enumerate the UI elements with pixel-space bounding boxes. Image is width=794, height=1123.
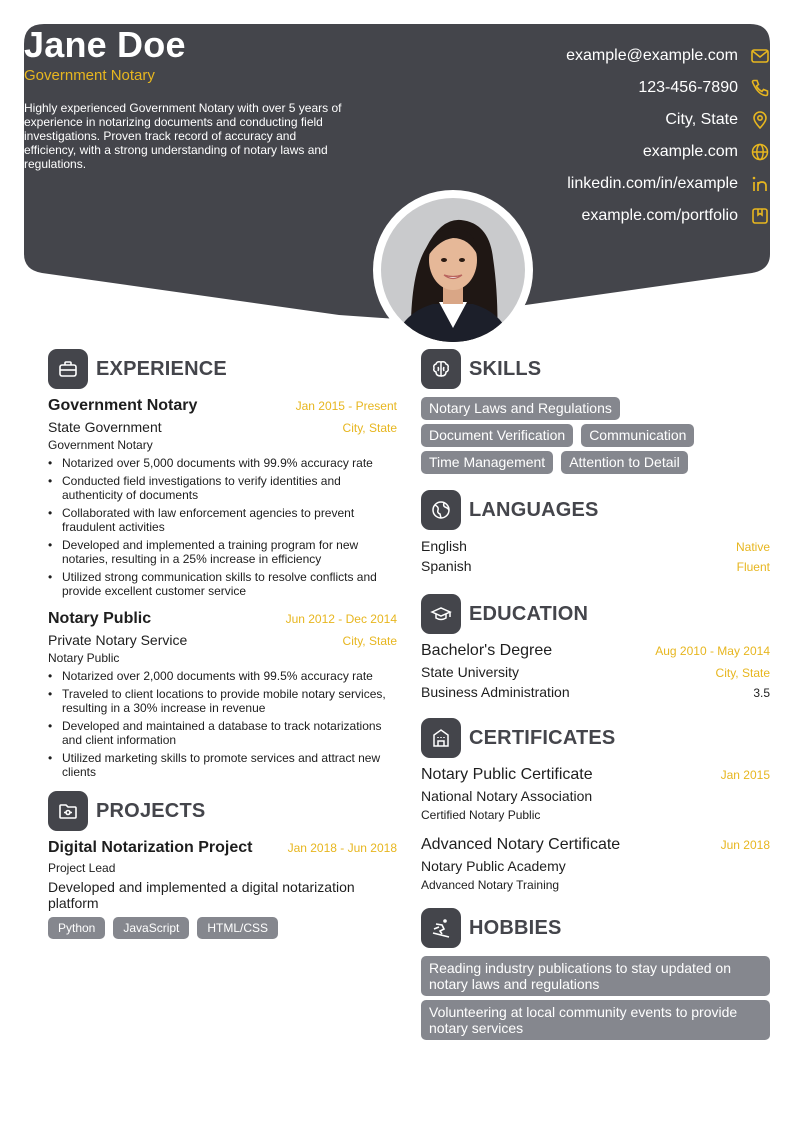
job-title: Notary Public xyxy=(48,610,152,627)
school-location: City, State xyxy=(715,666,770,680)
candidate-role: Government Notary xyxy=(24,67,155,84)
language-level: Native xyxy=(735,540,770,554)
globe-language-icon xyxy=(421,490,461,530)
education-dates: Aug 2010 - May 2014 xyxy=(655,644,770,658)
skills-title: SKILLS xyxy=(469,357,542,380)
language-row xyxy=(421,538,770,558)
job-position: Government Notary xyxy=(48,438,153,452)
job-bullets xyxy=(48,456,397,598)
certificate-date: Jan 2015 xyxy=(720,768,770,782)
experience-entry xyxy=(48,610,397,779)
certificate-entry xyxy=(421,766,770,822)
job-bullets xyxy=(48,669,397,779)
certificates-section-header xyxy=(421,718,770,758)
graduation-cap-icon xyxy=(421,594,461,634)
education-title: EDUCATION xyxy=(469,602,589,625)
languages-section-header xyxy=(421,490,770,530)
field-of-study: Business Administration xyxy=(421,684,570,700)
skill-tag: Document Verification xyxy=(421,424,573,447)
bullet-item: • Utilized strong communication skills to resolve conflicts and provide excellent customer service xyxy=(48,570,397,598)
gpa: 3.5 xyxy=(753,686,770,700)
education-entry xyxy=(421,642,770,700)
contact-location xyxy=(450,104,770,136)
project-entry xyxy=(48,839,397,939)
certificate-detail: Advanced Notary Training xyxy=(421,878,560,892)
linkedin-icon xyxy=(750,174,770,194)
project-dates: Jan 2018 - Jun 2018 xyxy=(287,841,397,855)
contact-email-text[interactable]: example@example.com xyxy=(566,47,738,64)
certificate-detail: Certified Notary Public xyxy=(421,808,541,822)
contact-linkedin-text[interactable]: linkedin.com/in/example xyxy=(567,175,738,192)
certificate-issuer: National Notary Association xyxy=(421,788,593,804)
certificate-date: Jun 2018 xyxy=(720,838,770,852)
job-company: Private Notary Service xyxy=(48,632,188,648)
certificate-issuer: Notary Public Academy xyxy=(421,858,566,874)
building-icon xyxy=(421,718,461,758)
project-description: Developed and implemented a digital notarization platform xyxy=(48,879,355,911)
language-row xyxy=(421,558,770,578)
hobbies-list xyxy=(421,956,770,1040)
bullet-item: • Notarized over 5,000 documents with 99.9% accuracy rate xyxy=(48,456,397,470)
project-tag: JavaScript xyxy=(113,917,189,939)
certificate-title: Notary Public Certificate xyxy=(421,766,593,783)
project-tag: Python xyxy=(48,917,105,939)
projects-title: PROJECTS xyxy=(96,799,206,822)
skills-section-header xyxy=(421,349,770,389)
globe-icon xyxy=(750,142,770,162)
language-name: English xyxy=(421,538,467,554)
folder-icon xyxy=(48,791,88,831)
project-title: Digital Notarization Project xyxy=(48,839,253,856)
brain-icon xyxy=(421,349,461,389)
experience-entry xyxy=(48,397,397,598)
contact-website-text[interactable]: example.com xyxy=(642,143,738,160)
job-dates: Jun 2012 - Dec 2014 xyxy=(285,612,397,626)
briefcase-icon xyxy=(48,349,88,389)
contact-phone-text[interactable]: 123-456-7890 xyxy=(638,79,738,96)
bullet-item: • Notarized over 2,000 documents with 99.5% accuracy rate xyxy=(48,669,397,683)
projects-section-header xyxy=(48,791,397,831)
skill-tag: Time Management xyxy=(421,451,553,474)
bullet-item: • Collaborated with law enforcement agencies to prevent fraudulent activities xyxy=(48,506,397,534)
skill-tag: Communication xyxy=(581,424,694,447)
phone-icon xyxy=(750,78,770,98)
portrait-illustration xyxy=(381,198,525,342)
hobby-item: Volunteering at local community events to provide notary services xyxy=(421,1000,770,1040)
languages-title: LANGUAGES xyxy=(469,498,599,521)
hobbies-title: HOBBIES xyxy=(469,916,562,939)
school: State University xyxy=(421,664,520,680)
hobby-item: Reading industry publications to stay updated on notary laws and regulations xyxy=(421,956,770,996)
language-level: Fluent xyxy=(736,560,770,574)
contact-email[interactable] xyxy=(450,40,770,72)
skills-list xyxy=(421,397,770,474)
contact-phone[interactable] xyxy=(450,72,770,104)
right-column xyxy=(421,349,770,1044)
bullet-item: • Developed and implemented a training program for new notaries, resulting in a 25% increase in efficiency xyxy=(48,538,397,566)
project-tags xyxy=(48,917,397,939)
bullet-item: • Traveled to client locations to provide mobile notary services, resulting in a 30% increase in revenue xyxy=(48,687,397,715)
portfolio-icon xyxy=(750,206,770,226)
skill-tag: Attention to Detail xyxy=(561,451,688,474)
certificates-title: CERTIFICATES xyxy=(469,726,616,749)
contact-location-text: City, State xyxy=(665,111,738,128)
project-role: Project Lead xyxy=(48,861,116,875)
certificate-entry xyxy=(421,836,770,892)
job-position: Notary Public xyxy=(48,651,120,665)
job-dates: Jan 2015 - Present xyxy=(295,399,397,413)
bullet-item: • Developed and maintained a database to track notarizations and client information xyxy=(48,719,397,747)
mail-icon xyxy=(750,46,770,66)
job-title: Government Notary xyxy=(48,397,198,414)
bullet-item: • Utilized marketing skills to promote services and attract new clients xyxy=(48,751,397,779)
project-tag: HTML/CSS xyxy=(197,917,278,939)
skill-tag: Notary Laws and Regulations xyxy=(421,397,620,420)
contact-linkedin[interactable] xyxy=(450,168,770,200)
degree: Bachelor's Degree xyxy=(421,642,553,659)
certificate-title: Advanced Notary Certificate xyxy=(421,836,621,853)
languages-list xyxy=(421,538,770,578)
job-company: State Government xyxy=(48,419,162,435)
summary-text: Highly experienced Government Notary with over 5 years of experience in notarizing documents and conducting field investigations. Proven track record of accuracy and efficiency, with a strong understanding of notary laws and regulations. xyxy=(24,101,342,171)
profile-photo xyxy=(373,190,533,350)
language-name: Spanish xyxy=(421,558,472,574)
bullet-item: • Conducted field investigations to verify identities and authenticity of documents xyxy=(48,474,397,502)
candidate-name: Jane Doe xyxy=(24,24,186,65)
experience-title: EXPERIENCE xyxy=(96,357,227,380)
experience-section-header xyxy=(48,349,397,389)
job-location: City, State xyxy=(342,421,397,435)
contact-portfolio-text[interactable]: example.com/portfolio xyxy=(581,207,738,224)
job-location: City, State xyxy=(342,634,397,648)
contact-website[interactable] xyxy=(450,136,770,168)
skiing-icon xyxy=(421,908,461,948)
location-pin-icon xyxy=(750,110,770,130)
hobbies-section-header xyxy=(421,908,770,948)
education-section-header xyxy=(421,594,770,634)
left-column xyxy=(48,349,397,951)
